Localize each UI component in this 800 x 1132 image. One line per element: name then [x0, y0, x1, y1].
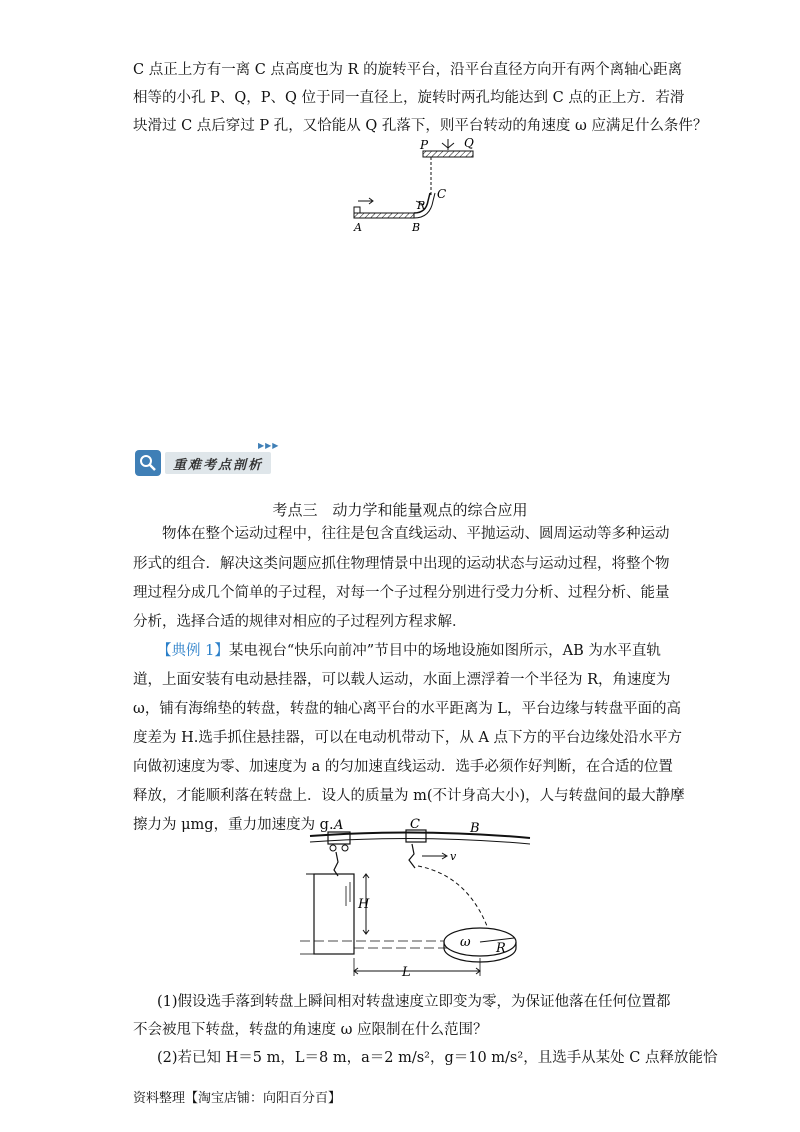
fig2-label-R: R	[496, 941, 506, 956]
intro-line: 物体在整个运动过程中，往往是包含直线运动、平抛运动、圆周运动等多种运动	[162, 526, 670, 542]
problem-text-line: 相等的小孔 P、Q，P、Q 位于同一直径上，旋转时两孔均能达到 C 点的正上方．若滑	[133, 90, 685, 106]
example-line: 向做初速度为零、加速度为 a 的匀加速直线运动．选手必须作好判断，在合适的位置	[133, 759, 673, 775]
figure-platform-track	[340, 135, 490, 240]
intro-line: 形式的组合．解决这类问题应抓住物理情景中出现的运动状态与运动过程，将整个物	[133, 556, 670, 572]
footer-note: 资料整理【淘宝店铺：向阳百分百】	[133, 1091, 342, 1106]
fig2-label-L: L	[402, 965, 411, 980]
section-badge	[135, 449, 271, 477]
label-Q: Q	[464, 136, 474, 150]
example-line: 擦力为 μmg，重力加速度为 g.	[133, 817, 334, 833]
decorative-dots: ▶▶▶	[258, 441, 280, 450]
example-line: 度差为 H.选手抓住悬挂器，可以在电动机带动下，从 A 点下方的平台边缘处沿水平方	[133, 730, 683, 746]
label-B: B	[412, 221, 421, 234]
example-text: 某电视台“快乐向前冲”节目中的场地设施如图所示，AB 为水平直轨	[228, 643, 661, 659]
label-R: R	[417, 199, 426, 212]
fig2-label-omega: ω	[460, 935, 471, 950]
fig2-label-v: v	[450, 850, 457, 863]
label-P: P	[420, 138, 429, 152]
magnifier-icon	[135, 450, 161, 476]
section-title: 考点三 动力学和能量观点的综合应用	[272, 501, 528, 519]
intro-line: 理过程分成几个简单的子过程，对每一个子过程分别进行受力分析、过程分析、能量	[133, 585, 670, 601]
example-line	[157, 639, 661, 660]
label-C: C	[437, 187, 447, 201]
fig2-label-H: H	[358, 897, 370, 912]
section-badge-label: 重难考点剖析	[165, 452, 271, 474]
problem-text-line: C 点正上方有一离 C 点高度也为 R 的旋转平台，沿平台直径方向开有两个离轴心距离	[133, 62, 683, 78]
question-line: (2)若已知 H＝5 m，L＝8 m，a＝2 m/s²，g＝10 m/s²，且选手从某处 C 点释放能恰	[157, 1050, 718, 1066]
fig2-label-C: C	[410, 817, 420, 832]
question-line: 不会被甩下转盘，转盘的角速度 ω 应限制在什么范围？	[133, 1022, 488, 1038]
example-tag: 【典例 1】	[157, 643, 229, 659]
fig2-label-B: B	[470, 821, 480, 836]
example-line: 道，上面安装有电动悬挂器，可以载人运动，水面上漂浮着一个半径为 R，角速度为	[133, 672, 671, 688]
question-line: (1)假设选手落到转盘上瞬间相对转盘速度立即变为零，为保证他落在任何位置都	[157, 994, 671, 1010]
label-A: A	[354, 221, 362, 234]
intro-line: 分析，选择合适的规律对相应的子过程列方程求解．	[133, 614, 467, 630]
problem-text-line: 块滑过 C 点后穿过 P 孔，又恰能从 Q 孔落下，则平台转动的角速度 ω 应满足什么条件？	[133, 118, 708, 134]
example-line: 释放，才能顺利落在转盘上．设人的质量为 m(不计身高大小)，人与转盘间的最大静摩	[133, 788, 685, 804]
example-line: ω，铺有海绵垫的转盘，转盘的轴心离平台的水平距离为 L，平台边缘与转盘平面的高	[133, 701, 682, 717]
figure-turntable-scene	[300, 816, 540, 986]
fig2-label-A: A	[334, 818, 344, 833]
